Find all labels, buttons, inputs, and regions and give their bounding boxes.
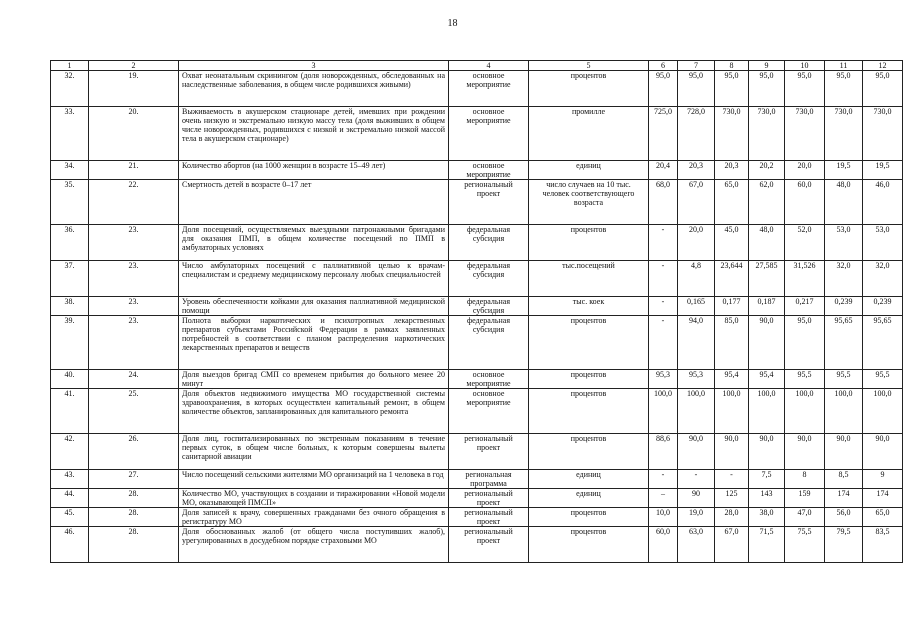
value-cell: 32,0 [825,261,863,297]
indicator-name: Смертность детей в возрасте 0–17 лет [179,180,449,225]
task-number: 25. [89,389,179,434]
value-cell: 63,0 [678,527,715,563]
value-cell: 27,585 [749,261,785,297]
value-cell: 100,0 [749,389,785,434]
source-type: региональный проект [449,489,529,508]
value-cell: 90,0 [715,434,749,470]
unit-of-measure: процентов [529,508,649,527]
value-cell: 67,0 [715,527,749,563]
value-cell: 95,0 [825,71,863,107]
column-header-7: 7 [678,61,715,71]
value-cell: 19,5 [825,161,863,180]
value-cell: 20,0 [785,161,825,180]
value-cell: 19,5 [863,161,903,180]
value-cell: - [649,316,678,370]
table-row [51,297,903,316]
value-cell: 95,0 [785,316,825,370]
value-cell: 53,0 [825,225,863,261]
column-header-6: 6 [649,61,678,71]
value-cell: 20,0 [678,225,715,261]
indicator-name: Количество МО, участвующих в создании и тиражировании «Новой модели МО, оказывающей ПМСП» [179,489,449,508]
indicator-name: Количество абортов (на 1000 женщин в возрасте 15–49 лет) [179,161,449,180]
task-number: 19. [89,71,179,107]
row-number: 36. [51,225,89,261]
source-type: основное мероприятие [449,107,529,161]
row-number: 34. [51,161,89,180]
value-cell: 67,0 [678,180,715,225]
value-cell: - [649,297,678,316]
row-number: 39. [51,316,89,370]
value-cell: 95,0 [749,71,785,107]
value-cell: 90 [678,489,715,508]
value-cell: 0,217 [785,297,825,316]
task-number: 24. [89,370,179,389]
column-header-4: 4 [449,61,529,71]
value-cell: 45,0 [715,225,749,261]
value-cell: 125 [715,489,749,508]
indicator-name: Охват неонатальным скринингом (доля новорожденных, обследованных на наследственные заболевания, в общем числе родившихся живыми) [179,71,449,107]
value-cell: 48,0 [825,180,863,225]
value-cell: 730,0 [785,107,825,161]
table-row [51,161,903,180]
value-cell: 143 [749,489,785,508]
indicator-name: Доля объектов недвижимого имущества МО государственной системы здравоохранения, в которых осуществлен капитальный ремонт, в общем количестве объектов, запланированных для капитального ремонта [179,389,449,434]
value-cell: 85,0 [715,316,749,370]
value-cell: 174 [863,489,903,508]
value-cell: 53,0 [863,225,903,261]
value-cell: 730,0 [749,107,785,161]
task-number: 28. [89,508,179,527]
task-number: 23. [89,316,179,370]
table-row [51,225,903,261]
column-header-8: 8 [715,61,749,71]
value-cell: 20,3 [715,161,749,180]
task-number: 28. [89,489,179,508]
value-cell: 20,2 [749,161,785,180]
value-cell: 7,5 [749,470,785,489]
value-cell: 95,0 [678,71,715,107]
value-cell: 100,0 [825,389,863,434]
value-cell: 94,0 [678,316,715,370]
value-cell: 100,0 [785,389,825,434]
value-cell: 0,239 [863,297,903,316]
unit-of-measure: единиц [529,470,649,489]
source-type: региональный проект [449,508,529,527]
unit-of-measure: процентов [529,370,649,389]
unit-of-measure: промилле [529,107,649,161]
value-cell: 730,0 [825,107,863,161]
value-cell: 95,0 [649,71,678,107]
value-cell: 8,5 [825,470,863,489]
value-cell: 95,4 [749,370,785,389]
value-cell: 95,5 [863,370,903,389]
value-cell: 0,239 [825,297,863,316]
table-row [51,71,903,107]
row-number: 38. [51,297,89,316]
table-row [51,470,903,489]
indicator-name: Выживаемость в акушерском стационаре детей, имевших при рождении очень низкую и экстремально низкую массу тела (доля выживших в общем числе новорожденных, родившихся с низкой и экстремально низкой массой тела в акушерском стационаре) [179,107,449,161]
unit-of-measure: процентов [529,527,649,563]
value-cell: 48,0 [749,225,785,261]
value-cell: 20,3 [678,161,715,180]
value-cell: 28,0 [715,508,749,527]
value-cell: 52,0 [785,225,825,261]
table-row [51,370,903,389]
unit-of-measure: процентов [529,71,649,107]
indicator-name: Доля посещений, осуществляемых выездными патронажными бригадами для оказания ПМП, в общем количестве посещений по ПМП в амбулаторных условиях [179,225,449,261]
value-cell: 62,0 [749,180,785,225]
task-number: 23. [89,297,179,316]
table-row [51,107,903,161]
value-cell: 95,3 [678,370,715,389]
source-type: основное мероприятие [449,389,529,434]
row-number: 32. [51,71,89,107]
value-cell: 159 [785,489,825,508]
task-number: 28. [89,527,179,563]
value-cell: 95,65 [825,316,863,370]
value-cell: 95,0 [863,71,903,107]
row-number: 45. [51,508,89,527]
table-body [51,71,903,563]
indicator-name: Доля лиц, госпитализированных по экстренным показаниям в течение первых суток, в общем числе больных, к которым совершены вылеты санитарной авиации [179,434,449,470]
indicator-name: Число амбулаторных посещений с паллиативной целью к врачам-специалистам и среднему медицинскому персоналу любых специальностей [179,261,449,297]
row-number: 37. [51,261,89,297]
row-number: 35. [51,180,89,225]
value-cell: 0,187 [749,297,785,316]
task-number: 23. [89,261,179,297]
table-row [51,180,903,225]
value-cell: 90,0 [825,434,863,470]
value-cell: 95,5 [785,370,825,389]
value-cell: 31,526 [785,261,825,297]
value-cell: 60,0 [785,180,825,225]
value-cell: - [649,470,678,489]
value-cell: 79,5 [825,527,863,563]
value-cell: 95,65 [863,316,903,370]
value-cell: 100,0 [863,389,903,434]
value-cell: - [715,470,749,489]
value-cell: 65,0 [863,508,903,527]
unit-of-measure: процентов [529,316,649,370]
task-number: 26. [89,434,179,470]
value-cell: 100,0 [678,389,715,434]
source-type: основное мероприятие [449,71,529,107]
source-type: федеральная субсидия [449,297,529,316]
task-number: 27. [89,470,179,489]
unit-of-measure: число случаев на 10 тыс. человек соответствующего возраста [529,180,649,225]
value-cell: 10,0 [649,508,678,527]
source-type: федеральная субсидия [449,225,529,261]
value-cell: 23,644 [715,261,749,297]
column-header-3: 3 [179,61,449,71]
value-cell: 95,4 [715,370,749,389]
column-header-12: 12 [863,61,903,71]
value-cell: - [649,225,678,261]
source-type: основное мероприятие [449,370,529,389]
source-type: региональная программа [449,470,529,489]
value-cell: 90,0 [749,316,785,370]
task-number: 23. [89,225,179,261]
column-header-5: 5 [529,61,649,71]
row-number: 40. [51,370,89,389]
value-cell: 8 [785,470,825,489]
value-cell: 65,0 [715,180,749,225]
unit-of-measure: тыс.посещений [529,261,649,297]
value-cell: 90,0 [863,434,903,470]
source-type: федеральная субсидия [449,316,529,370]
table-row [51,434,903,470]
value-cell: 730,0 [863,107,903,161]
column-header-2: 2 [89,61,179,71]
value-cell: 47,0 [785,508,825,527]
unit-of-measure: единиц [529,489,649,508]
row-number: 44. [51,489,89,508]
value-cell: 4,8 [678,261,715,297]
table-header-row [51,61,903,71]
indicators-table [50,60,903,563]
value-cell: 95,5 [825,370,863,389]
source-type: основное мероприятие [449,161,529,180]
value-cell: 19,0 [678,508,715,527]
unit-of-measure: процентов [529,225,649,261]
indicator-name: Доля записей к врачу, совершенных гражданами без очного обращения в регистратуру МО [179,508,449,527]
value-cell: 90,0 [749,434,785,470]
table-row [51,316,903,370]
row-number: 46. [51,527,89,563]
value-cell: - [649,261,678,297]
value-cell: 728,0 [678,107,715,161]
value-cell: 38,0 [749,508,785,527]
value-cell: 100,0 [715,389,749,434]
source-type: региональный проект [449,527,529,563]
value-cell: 71,5 [749,527,785,563]
value-cell: 90,0 [678,434,715,470]
table-row [51,527,903,563]
row-number: 43. [51,470,89,489]
value-cell: 46,0 [863,180,903,225]
table-row [51,261,903,297]
unit-of-measure: процентов [529,389,649,434]
value-cell: 20,4 [649,161,678,180]
row-number: 42. [51,434,89,470]
row-number: 33. [51,107,89,161]
value-cell: 100,0 [649,389,678,434]
task-number: 20. [89,107,179,161]
indicator-name: Уровень обеспеченности койками для оказания паллиативной медицинской помощи [179,297,449,316]
indicator-name: Полнота выборки наркотических и психотропных лекарственных препаратов субъектами Российской Федерации в рамках заявленных потребностей в соответствии с планом распределения наркотических лекарственных препаратов и веществ [179,316,449,370]
value-cell: 83,5 [863,527,903,563]
source-type: федеральная субсидия [449,261,529,297]
column-header-10: 10 [785,61,825,71]
value-cell: 0,165 [678,297,715,316]
source-type: региональный проект [449,180,529,225]
value-cell: 88,6 [649,434,678,470]
value-cell: 90,0 [785,434,825,470]
value-cell: 0,177 [715,297,749,316]
table-row [51,489,903,508]
value-cell: 725,0 [649,107,678,161]
unit-of-measure: единиц [529,161,649,180]
value-cell: 95,0 [715,71,749,107]
page-number: 18 [447,18,458,29]
table-row [51,508,903,527]
indicator-name: Доля выездов бригад СМП со временем прибытия до больного менее 20 минут [179,370,449,389]
column-header-9: 9 [749,61,785,71]
source-type: региональный проект [449,434,529,470]
value-cell: – [649,489,678,508]
value-cell: 60,0 [649,527,678,563]
unit-of-measure: тыс. коек [529,297,649,316]
row-number: 41. [51,389,89,434]
value-cell: 730,0 [715,107,749,161]
task-number: 21. [89,161,179,180]
task-number: 22. [89,180,179,225]
value-cell: 68,0 [649,180,678,225]
value-cell: 9 [863,470,903,489]
value-cell: 75,5 [785,527,825,563]
value-cell: 174 [825,489,863,508]
column-header-11: 11 [825,61,863,71]
value-cell: 32,0 [863,261,903,297]
indicator-name: Число посещений сельскими жителями МО организаций на 1 человека в год [179,470,449,489]
indicator-name: Доля обоснованных жалоб (от общего числа поступивших жалоб), урегулированных в досудебном порядке страховыми МО [179,527,449,563]
unit-of-measure: процентов [529,434,649,470]
value-cell: 56,0 [825,508,863,527]
column-header-1: 1 [51,61,89,71]
table-row [51,389,903,434]
value-cell: 95,3 [649,370,678,389]
value-cell: - [678,470,715,489]
value-cell: 95,0 [785,71,825,107]
